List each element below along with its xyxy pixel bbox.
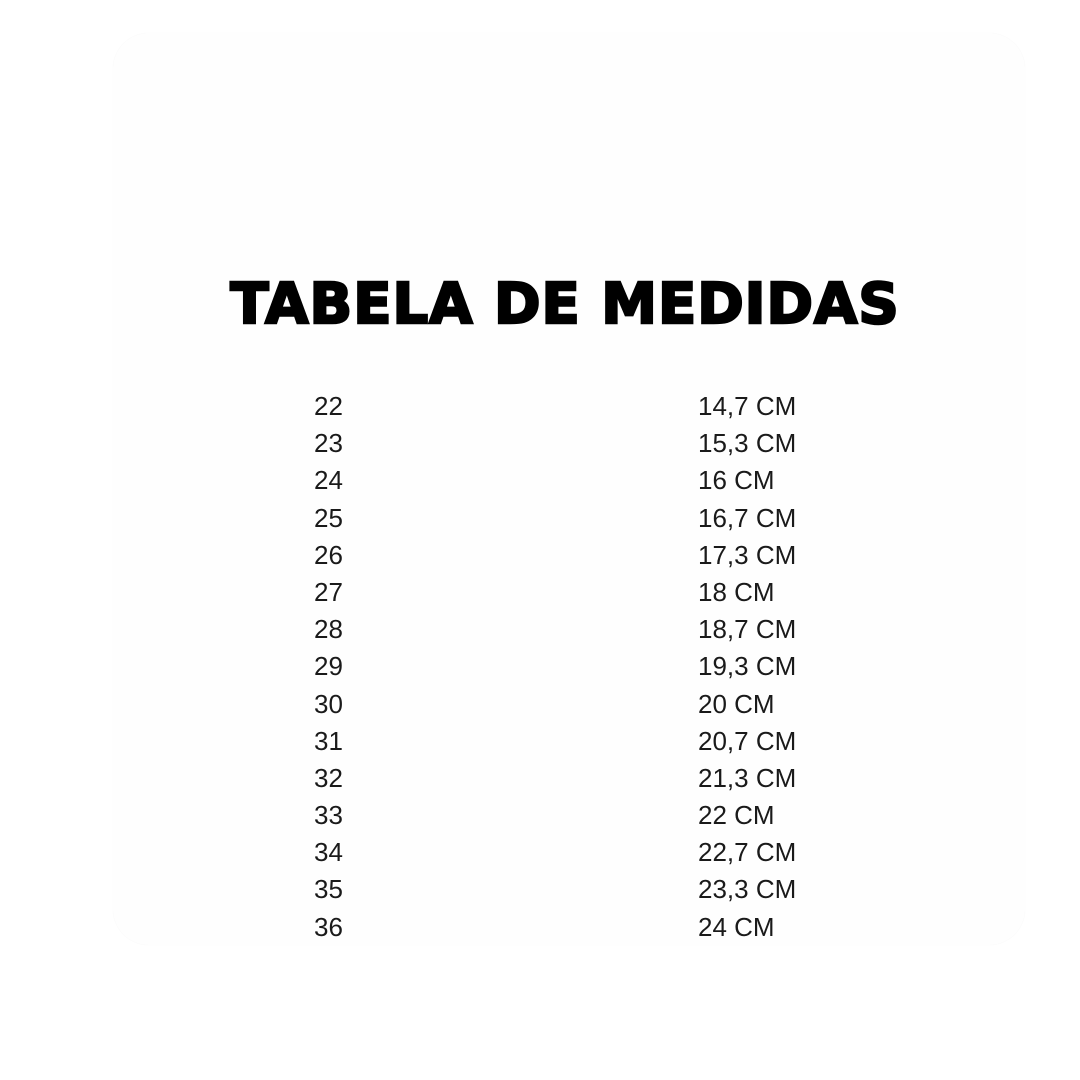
measure-cell: 17,3 CM <box>698 539 797 570</box>
size-cell: 31 <box>314 725 343 756</box>
size-cell: 30 <box>314 688 343 719</box>
table-row <box>314 723 834 760</box>
measure-cell: 15,3 CM <box>698 428 797 459</box>
size-cell: 27 <box>314 576 343 607</box>
measure-cell: 23,3 CM <box>698 874 797 905</box>
page-title: TABELA DE MEDIDAS <box>230 272 900 337</box>
measure-cell: 22 CM <box>698 800 775 831</box>
measure-cell: 20,7 CM <box>698 725 797 756</box>
table-row <box>314 909 834 946</box>
size-cell: 35 <box>314 874 343 905</box>
table-row <box>314 500 834 537</box>
measure-cell: 24 CM <box>698 911 775 942</box>
measure-cell: 19,3 CM <box>698 651 797 682</box>
size-cell: 22 <box>314 391 343 421</box>
table-row <box>314 388 834 425</box>
size-cell: 34 <box>314 837 343 868</box>
size-cell: 26 <box>314 539 343 570</box>
table-row <box>314 871 834 908</box>
size-cell: 33 <box>314 800 343 831</box>
size-cell: 25 <box>314 502 343 533</box>
table-row <box>314 648 834 685</box>
table-row <box>314 797 834 834</box>
table-row <box>314 611 834 648</box>
measure-cell: 16 CM <box>698 465 775 496</box>
table-row <box>314 834 834 871</box>
measure-cell: 21,3 CM <box>698 762 797 793</box>
size-cell: 23 <box>314 428 343 459</box>
table-row <box>314 425 834 462</box>
measure-cell: 18,7 CM <box>698 614 797 645</box>
table-row <box>314 760 834 797</box>
size-cell: 24 <box>314 465 343 496</box>
size-table <box>314 388 834 946</box>
measure-cell: 20 CM <box>698 688 775 719</box>
table-row <box>314 462 834 499</box>
measure-cell: 14,7 CM <box>698 391 797 421</box>
measure-cell: 16,7 CM <box>698 502 797 533</box>
size-cell: 28 <box>314 614 343 645</box>
size-cell: 36 <box>314 911 343 942</box>
size-cell: 32 <box>314 762 343 793</box>
table-row <box>314 686 834 723</box>
table-row <box>314 574 834 611</box>
measure-cell: 22,7 CM <box>698 837 797 868</box>
table-row <box>314 537 834 574</box>
size-cell: 29 <box>314 651 343 682</box>
measure-cell: 18 CM <box>698 576 775 607</box>
